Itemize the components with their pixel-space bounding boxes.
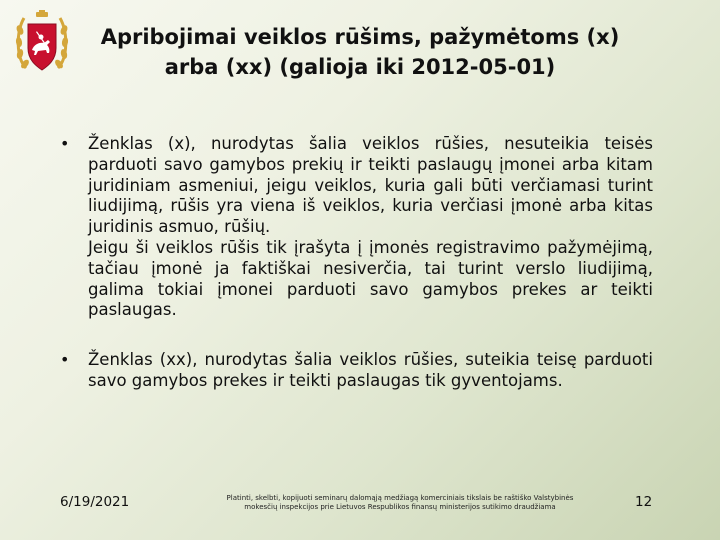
bullet-marker: • (60, 134, 70, 153)
slide-title-line1: Apribojimai veiklos rūšims, pažymėtoms (x) (100, 25, 620, 49)
bullet-x-paragraph-2: Jeigu ši veiklos rūšis tik įrašyta į įmonės registravimo pažymėjimą, tačiau įmonė ja faktiškai nesiverčia, tai turint verslo liudijimą, galima tokiai įmonei parduoti savo gamybos prekes ar teikti paslaugas. (88, 237, 653, 320)
slide-title (60, 22, 660, 82)
bullet-list (58, 134, 653, 392)
bullet-item-xx (58, 350, 653, 392)
page-number: 12 (635, 494, 653, 510)
bullet-x-paragraph: Ženklas (x), nurodytas šalia veiklos rūšies, nesuteikia teisės parduoti savo gamybos prekių ir teikti paslaugų įmonei arba kitam juridiniam asmeniui, jeigu veiklos, kuria gali būti verčiamasi turint liudijimą, rūšis yra viena iš veiklos, kuria verčiasi įmonė arba kitas juridinis asmuo, rūšių. (88, 134, 653, 237)
footer-note-line2: mokesčių inspekcijos prie Lietuvos Respublikos finansų ministerijos sutikimo draudžiama (244, 503, 556, 511)
bullet-marker: • (60, 350, 70, 370)
footer-note-line1: Platinti, skelbti, kopijuoti seminarų dalomąją medžiagą komerciniais tikslais be raštiško Valstybinės (226, 494, 574, 502)
bullet-xx-paragraph: Ženklas (xx), nurodytas šalia veiklos rūšies, suteikia teisę parduoti savo gamybos prekes ir teikti paslaugas tik gyventojams. (88, 350, 653, 390)
slide-title-line2: arba (xx) (galioja iki 2012-05-01) (164, 55, 556, 79)
footer-copyright-note (190, 494, 610, 512)
footer-date: 6/19/2021 (60, 494, 130, 510)
bullet-item-x (58, 134, 653, 321)
